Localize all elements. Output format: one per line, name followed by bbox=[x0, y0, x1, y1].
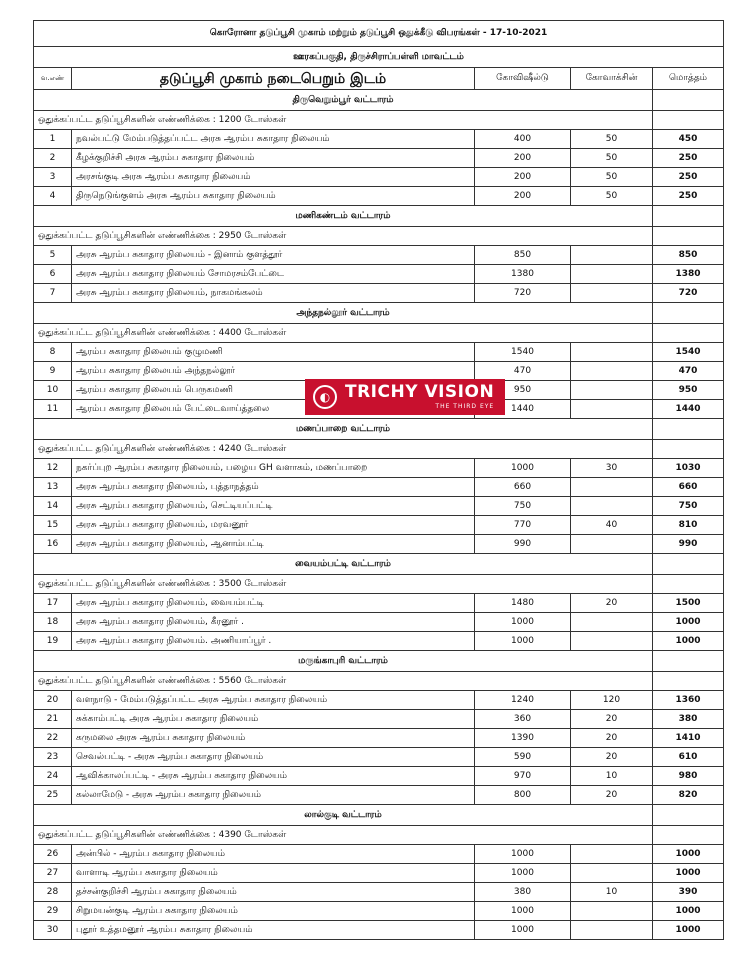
row-sn: 10 bbox=[34, 381, 72, 400]
row-sn: 27 bbox=[34, 864, 72, 883]
row-covishield: 1000 bbox=[475, 613, 571, 632]
table-row bbox=[34, 265, 724, 284]
vaccination-table bbox=[33, 20, 724, 940]
row-place: கருமலை அரசு ஆரம்ப சுகாதார நிலையம் bbox=[72, 729, 475, 748]
watermark-title: TRICHY VISION bbox=[345, 382, 495, 402]
header-sn: வ.எண் bbox=[34, 68, 72, 90]
block-name: மணிகண்டம் வட்டாரம் bbox=[34, 206, 653, 227]
table-row bbox=[34, 845, 724, 864]
row-covaxin: 10 bbox=[571, 767, 653, 786]
row-covishield: 1540 bbox=[475, 343, 571, 362]
subtitle-row bbox=[34, 47, 724, 68]
row-covishield: 400 bbox=[475, 130, 571, 149]
table-row bbox=[34, 284, 724, 303]
block-empty-cell bbox=[653, 805, 724, 826]
row-covaxin bbox=[571, 284, 653, 303]
row-place: சுக்காம்பட்டி அரசு ஆரம்ப சுகாதார நிலையம் bbox=[72, 710, 475, 729]
row-sn: 23 bbox=[34, 748, 72, 767]
row-total: 660 bbox=[653, 478, 724, 497]
row-covishield: 1000 bbox=[475, 864, 571, 883]
row-sn: 14 bbox=[34, 497, 72, 516]
row-covishield: 720 bbox=[475, 284, 571, 303]
table-row bbox=[34, 883, 724, 902]
block-empty-cell bbox=[653, 90, 724, 111]
table-row bbox=[34, 168, 724, 187]
block-name: வையம்பட்டி வட்டாரம் bbox=[34, 554, 653, 575]
row-place: அரசு ஆரம்ப சுகாதார நிலையம், செட்டியப்பட்டி bbox=[72, 497, 475, 516]
row-covishield: 1440 bbox=[475, 400, 571, 419]
row-total: 1540 bbox=[653, 343, 724, 362]
row-covaxin: 20 bbox=[571, 748, 653, 767]
row-place: அரசு ஆரம்ப சுகாதார நிலையம், நாகமங்கலம் bbox=[72, 284, 475, 303]
allocation-empty-cell bbox=[653, 575, 724, 594]
table-row bbox=[34, 767, 724, 786]
row-covaxin bbox=[571, 632, 653, 651]
table-row bbox=[34, 921, 724, 940]
row-covishield: 1000 bbox=[475, 902, 571, 921]
table-row bbox=[34, 691, 724, 710]
block-name: அந்தநல்லூர் வட்டாரம் bbox=[34, 303, 653, 324]
allocation-text: ஒதுக்கப்பட்ட தடுப்பூசிகளின் எண்ணிக்கை : 4400 டோஸ்கள் bbox=[34, 324, 653, 343]
allocation-text: ஒதுக்கப்பட்ட தடுப்பூசிகளின் எண்ணிக்கை : 5560 டோஸ்கள் bbox=[34, 672, 653, 691]
allocation-row bbox=[34, 826, 724, 845]
block-row bbox=[34, 651, 724, 672]
row-place: அரசு ஆரம்ப சுகாதார நிலையம், கீரனூர் . bbox=[72, 613, 475, 632]
block-name: மணப்பாறை வட்டாரம் bbox=[34, 419, 653, 440]
row-sn: 15 bbox=[34, 516, 72, 535]
row-covishield: 1000 bbox=[475, 632, 571, 651]
row-sn: 6 bbox=[34, 265, 72, 284]
row-total: 820 bbox=[653, 786, 724, 805]
row-covaxin: 120 bbox=[571, 691, 653, 710]
row-place: நகர்ப்புற ஆரம்ப சுகாதார நிலையம், பழைய GH வளாகம், மணப்பாறை bbox=[72, 459, 475, 478]
row-sn: 1 bbox=[34, 130, 72, 149]
row-sn: 5 bbox=[34, 246, 72, 265]
row-place: தச்சன்குறிச்சி ஆரம்ப சுகாதார நிலையம் bbox=[72, 883, 475, 902]
row-covaxin: 10 bbox=[571, 883, 653, 902]
allocation-text: ஒதுக்கப்பட்ட தடுப்பூசிகளின் எண்ணிக்கை : 4240 டோஸ்கள் bbox=[34, 440, 653, 459]
page-subtitle: ஊரகப்பகுதி, திருச்சிராப்பள்ளி மாவட்டம் bbox=[34, 47, 724, 68]
row-covishield: 1480 bbox=[475, 594, 571, 613]
row-covaxin: 50 bbox=[571, 187, 653, 206]
row-total: 250 bbox=[653, 168, 724, 187]
row-covishield: 750 bbox=[475, 497, 571, 516]
table-row bbox=[34, 478, 724, 497]
table-row bbox=[34, 362, 724, 381]
row-sn: 9 bbox=[34, 362, 72, 381]
row-covishield: 200 bbox=[475, 149, 571, 168]
row-covishield: 1240 bbox=[475, 691, 571, 710]
row-total: 950 bbox=[653, 381, 724, 400]
row-covaxin bbox=[571, 478, 653, 497]
allocation-row bbox=[34, 324, 724, 343]
table-row bbox=[34, 149, 724, 168]
row-place: ஆரம்ப சுகாதார நிலையம் பெருகமணி bbox=[72, 381, 475, 400]
allocation-row bbox=[34, 111, 724, 130]
row-sn: 25 bbox=[34, 786, 72, 805]
tv-logo-icon: ◐ bbox=[313, 385, 337, 409]
table-row bbox=[34, 459, 724, 478]
block-empty-cell bbox=[653, 419, 724, 440]
row-covishield: 470 bbox=[475, 362, 571, 381]
row-sn: 24 bbox=[34, 767, 72, 786]
row-covaxin bbox=[571, 613, 653, 632]
header-row bbox=[34, 68, 724, 90]
row-covishield: 970 bbox=[475, 767, 571, 786]
block-row bbox=[34, 554, 724, 575]
table-row bbox=[34, 187, 724, 206]
row-sn: 3 bbox=[34, 168, 72, 187]
row-covishield: 800 bbox=[475, 786, 571, 805]
row-covaxin bbox=[571, 845, 653, 864]
table-row bbox=[34, 748, 724, 767]
row-total: 610 bbox=[653, 748, 724, 767]
allocation-row bbox=[34, 575, 724, 594]
row-covaxin bbox=[571, 864, 653, 883]
row-total: 1000 bbox=[653, 613, 724, 632]
row-covaxin: 50 bbox=[571, 130, 653, 149]
table-row bbox=[34, 613, 724, 632]
allocation-empty-cell bbox=[653, 672, 724, 691]
header-covaxin: கோவாக்சின் bbox=[571, 68, 653, 90]
row-total: 1380 bbox=[653, 265, 724, 284]
table-row bbox=[34, 594, 724, 613]
row-covishield: 1000 bbox=[475, 845, 571, 864]
row-sn: 11 bbox=[34, 400, 72, 419]
row-place: புதூர் உத்தமனூர் ஆரம்ப சுகாதார நிலையம் bbox=[72, 921, 475, 940]
row-place: அரசு ஆரம்ப சுகாதார நிலையம். அணியாப்பூர் . bbox=[72, 632, 475, 651]
row-total: 1000 bbox=[653, 845, 724, 864]
row-covishield: 200 bbox=[475, 168, 571, 187]
row-place: அரசு ஆரம்ப சுகாதார நிலையம் - இனாம் குளத்தூர் bbox=[72, 246, 475, 265]
allocation-text: ஒதுக்கப்பட்ட தடுப்பூசிகளின் எண்ணிக்கை : 2950 டோஸ்கள் bbox=[34, 227, 653, 246]
row-sn: 26 bbox=[34, 845, 72, 864]
row-total: 1360 bbox=[653, 691, 724, 710]
header-covishield: கோவிஷீல்டு bbox=[475, 68, 571, 90]
row-covaxin: 20 bbox=[571, 594, 653, 613]
block-name: லால்குடி வட்டாரம் bbox=[34, 805, 653, 826]
row-covishield: 950 bbox=[475, 381, 571, 400]
row-total: 1440 bbox=[653, 400, 724, 419]
allocation-empty-cell bbox=[653, 826, 724, 845]
row-sn: 18 bbox=[34, 613, 72, 632]
row-total: 1000 bbox=[653, 921, 724, 940]
row-covaxin: 20 bbox=[571, 729, 653, 748]
allocation-text: ஒதுக்கப்பட்ட தடுப்பூசிகளின் எண்ணிக்கை : 3500 டோஸ்கள் bbox=[34, 575, 653, 594]
row-total: 250 bbox=[653, 187, 724, 206]
row-place: திருநெடுங்குளம் அரசு ஆரம்ப சுகாதார நிலையம் bbox=[72, 187, 475, 206]
row-sn: 12 bbox=[34, 459, 72, 478]
table-row bbox=[34, 535, 724, 554]
row-sn: 7 bbox=[34, 284, 72, 303]
row-place: வளநாடு - மேம்படுத்தப்பட்ட அரசு ஆரம்ப சுகாதார நிலையம் bbox=[72, 691, 475, 710]
row-covaxin bbox=[571, 400, 653, 419]
row-covaxin: 50 bbox=[571, 149, 653, 168]
row-place: அரசு ஆரம்ப சுகாதார நிலையம், வையம்பட்டி bbox=[72, 594, 475, 613]
row-covishield: 1390 bbox=[475, 729, 571, 748]
row-covishield: 660 bbox=[475, 478, 571, 497]
row-place: ஆவிக்காலப்பட்டி - அரசு ஆரம்ப சுகாதார நிலையம் bbox=[72, 767, 475, 786]
row-place: அரசங்குடி அரசு ஆரம்ப சுகாதார நிலையம் bbox=[72, 168, 475, 187]
row-covaxin bbox=[571, 343, 653, 362]
row-total: 1000 bbox=[653, 632, 724, 651]
row-covishield: 770 bbox=[475, 516, 571, 535]
row-total: 450 bbox=[653, 130, 724, 149]
allocation-row bbox=[34, 440, 724, 459]
row-sn: 28 bbox=[34, 883, 72, 902]
allocation-empty-cell bbox=[653, 227, 724, 246]
allocation-empty-cell bbox=[653, 440, 724, 459]
row-covishield: 200 bbox=[475, 187, 571, 206]
row-covaxin bbox=[571, 381, 653, 400]
row-place: அன்பில் - ஆரம்ப சுகாதார நிலையம் bbox=[72, 845, 475, 864]
row-sn: 22 bbox=[34, 729, 72, 748]
row-covishield: 1380 bbox=[475, 265, 571, 284]
row-total: 980 bbox=[653, 767, 724, 786]
row-total: 380 bbox=[653, 710, 724, 729]
allocation-empty-cell bbox=[653, 111, 724, 130]
row-covaxin: 20 bbox=[571, 786, 653, 805]
row-place: நவல்பட்டு மேம்படுத்தப்பட்ட அரசு ஆரம்ப சுகாதார நிலையம் bbox=[72, 130, 475, 149]
row-covishield: 1000 bbox=[475, 921, 571, 940]
table-row bbox=[34, 864, 724, 883]
block-row bbox=[34, 419, 724, 440]
row-covaxin: 40 bbox=[571, 516, 653, 535]
row-place: அரசு ஆரம்ப சுகாதார நிலையம், ஆனாம்பட்டி bbox=[72, 535, 475, 554]
row-sn: 20 bbox=[34, 691, 72, 710]
trichy-vision-watermark bbox=[305, 379, 505, 415]
row-sn: 8 bbox=[34, 343, 72, 362]
title-row bbox=[34, 21, 724, 47]
allocation-text: ஒதுக்கப்பட்ட தடுப்பூசிகளின் எண்ணிக்கை : 1200 டோஸ்கள் bbox=[34, 111, 653, 130]
block-name: திருவெறும்பூர் வட்டாரம் bbox=[34, 90, 653, 111]
row-place: கல்லாமேடு - அரசு ஆரம்ப சுகாதார நிலையம் bbox=[72, 786, 475, 805]
table-row bbox=[34, 902, 724, 921]
row-covishield: 1000 bbox=[475, 459, 571, 478]
table-row bbox=[34, 710, 724, 729]
row-total: 390 bbox=[653, 883, 724, 902]
table-row bbox=[34, 729, 724, 748]
row-total: 1000 bbox=[653, 902, 724, 921]
row-sn: 16 bbox=[34, 535, 72, 554]
row-place: ஆரம்ப சுகாதார நிலையம் குழுமணி bbox=[72, 343, 475, 362]
row-total: 810 bbox=[653, 516, 724, 535]
table-row bbox=[34, 632, 724, 651]
row-covaxin: 20 bbox=[571, 710, 653, 729]
allocation-row bbox=[34, 227, 724, 246]
row-place: அரசு ஆரம்ப சுகாதார நிலையம், மரவனூர் bbox=[72, 516, 475, 535]
allocation-text: ஒதுக்கப்பட்ட தடுப்பூசிகளின் எண்ணிக்கை : 4390 டோஸ்கள் bbox=[34, 826, 653, 845]
block-row bbox=[34, 206, 724, 227]
row-covishield: 380 bbox=[475, 883, 571, 902]
row-covishield: 360 bbox=[475, 710, 571, 729]
allocation-row bbox=[34, 672, 724, 691]
row-place: அரசு ஆரம்ப சுகாதார நிலையம் சோமரசம்பேட்டை bbox=[72, 265, 475, 284]
row-total: 1410 bbox=[653, 729, 724, 748]
row-covaxin bbox=[571, 497, 653, 516]
row-covaxin bbox=[571, 902, 653, 921]
page-title: கொரோனா தடுப்பூசி முகாம் மற்றும் தடுப்பூசி ஒதுக்கீடு விபரங்கள் - 17-10-2021 bbox=[34, 21, 724, 47]
watermark-tagline: THE THIRD EYE bbox=[435, 403, 495, 410]
table-row bbox=[34, 786, 724, 805]
row-place: ஆரம்ப சுகாதார நிலையம் பேட்டைவாய்த்தலை bbox=[72, 400, 475, 419]
row-covaxin bbox=[571, 535, 653, 554]
block-row bbox=[34, 805, 724, 826]
row-total: 470 bbox=[653, 362, 724, 381]
row-covishield: 850 bbox=[475, 246, 571, 265]
table-row bbox=[34, 516, 724, 535]
allocation-empty-cell bbox=[653, 324, 724, 343]
row-sn: 2 bbox=[34, 149, 72, 168]
row-covishield: 590 bbox=[475, 748, 571, 767]
row-place: அரசு ஆரம்ப சுகாதார நிலையம், புத்தாநத்தம் bbox=[72, 478, 475, 497]
row-sn: 4 bbox=[34, 187, 72, 206]
block-row bbox=[34, 303, 724, 324]
row-covaxin bbox=[571, 246, 653, 265]
row-covaxin: 30 bbox=[571, 459, 653, 478]
header-place: தடுப்பூசி முகாம் நடைபெறும் இடம் bbox=[72, 68, 475, 90]
row-place: ஆரம்ப சுகாதார நிலையம் அந்தநல்லூர் bbox=[72, 362, 475, 381]
table-row bbox=[34, 343, 724, 362]
table-row bbox=[34, 246, 724, 265]
row-sn: 17 bbox=[34, 594, 72, 613]
row-place: கீழக்குறிச்சி அரசு ஆரம்ப சுகாதார நிலையம் bbox=[72, 149, 475, 168]
row-total: 250 bbox=[653, 149, 724, 168]
row-covaxin: 50 bbox=[571, 168, 653, 187]
block-row bbox=[34, 90, 724, 111]
row-sn: 29 bbox=[34, 902, 72, 921]
row-place: சிறுமயன்குடி ஆரம்ப சுகாதார நிலையம் bbox=[72, 902, 475, 921]
row-total: 990 bbox=[653, 535, 724, 554]
block-empty-cell bbox=[653, 651, 724, 672]
row-total: 1000 bbox=[653, 864, 724, 883]
row-covaxin bbox=[571, 265, 653, 284]
row-total: 750 bbox=[653, 497, 724, 516]
row-place: வாளாடி ஆரம்ப சுகாதார நிலையம் bbox=[72, 864, 475, 883]
row-total: 850 bbox=[653, 246, 724, 265]
row-total: 720 bbox=[653, 284, 724, 303]
block-empty-cell bbox=[653, 206, 724, 227]
block-name: மருங்காபுரி வட்டாரம் bbox=[34, 651, 653, 672]
row-covaxin bbox=[571, 921, 653, 940]
row-sn: 21 bbox=[34, 710, 72, 729]
row-covishield: 990 bbox=[475, 535, 571, 554]
table-row bbox=[34, 497, 724, 516]
block-empty-cell bbox=[653, 303, 724, 324]
row-sn: 30 bbox=[34, 921, 72, 940]
row-covaxin bbox=[571, 362, 653, 381]
row-total: 1030 bbox=[653, 459, 724, 478]
header-total: மொத்தம் bbox=[653, 68, 724, 90]
row-sn: 13 bbox=[34, 478, 72, 497]
table-row bbox=[34, 130, 724, 149]
row-total: 1500 bbox=[653, 594, 724, 613]
block-empty-cell bbox=[653, 554, 724, 575]
row-place: செவல்பட்டி - அரசு ஆரம்ப சுகாதார நிலையம் bbox=[72, 748, 475, 767]
row-sn: 19 bbox=[34, 632, 72, 651]
